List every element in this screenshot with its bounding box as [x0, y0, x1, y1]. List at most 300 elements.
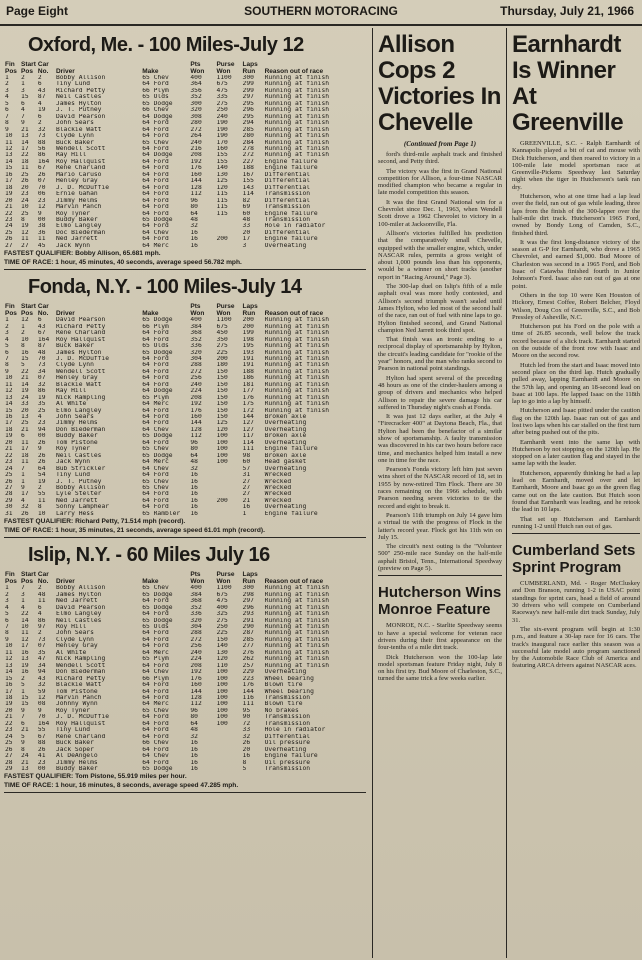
table-cell: 675 [216, 323, 228, 330]
table-cell: Henley Gray [55, 643, 98, 650]
table-cell: 64 Ford [142, 688, 169, 695]
table-cell: 140 [216, 643, 228, 650]
table-cell: Running at finish [264, 394, 330, 401]
table-cell: Lyle Stelter [55, 491, 102, 498]
table-cell: 48 [37, 591, 46, 598]
table-cell: 55 [37, 727, 46, 734]
table-cell: 16 [190, 229, 198, 236]
column-header: Start Pos [21, 303, 36, 318]
table-cell: Running at finish [264, 323, 330, 330]
table-cell: 16 [190, 759, 198, 766]
table-cell: 3 [5, 598, 9, 605]
table-cell: 192 [190, 401, 202, 408]
table-cell: Blackie Watt [55, 126, 102, 133]
table-cell: 150 [216, 394, 228, 401]
table-cell: 59 [37, 688, 46, 695]
table-cell: 155 [216, 152, 228, 159]
table-cell: Jack Soper [55, 746, 94, 753]
table-cell: Ray Hill [55, 388, 87, 395]
table-cell: Running at finish [264, 145, 330, 152]
table-cell: 275 [216, 617, 228, 624]
table-cell: 10 [21, 336, 29, 343]
table-cell: 112 [190, 191, 202, 198]
table-cell: 176 [190, 407, 202, 414]
table-cell: 176 [242, 682, 254, 689]
table-cell: 64 Chev [142, 426, 169, 433]
table-cell: 65 Chev [142, 585, 169, 592]
table-cell: 280 [190, 120, 202, 127]
table-cell: 45 [37, 242, 46, 249]
table-cell: 65 Dodge [142, 617, 173, 624]
table-cell: 14 [21, 139, 29, 146]
table-cell: 22 [5, 452, 13, 459]
table-cell: Overheating [264, 465, 307, 472]
table-cell: Broken axle [264, 414, 307, 421]
column-header: Purse Won [216, 571, 235, 586]
table-cell: 5 [5, 100, 9, 107]
table-cell: 150 [216, 636, 228, 643]
table-cell: 96 [190, 197, 198, 204]
table-cell: 240 [216, 113, 228, 120]
table-cell: 284 [242, 139, 254, 146]
table-cell: 19 [37, 107, 46, 114]
table-row [4, 511, 366, 517]
table-cell: 65 Dodge [142, 604, 173, 611]
table-cell: 1100 [216, 585, 232, 592]
table-cell: Johnny Wynn [55, 701, 98, 708]
table-cell: 100 [216, 675, 228, 682]
table-cell: 190 [216, 133, 228, 140]
table-cell: 275 [216, 100, 228, 107]
table-cell: 1 [21, 323, 25, 330]
table-row [4, 243, 366, 249]
table-cell: 7 [21, 585, 25, 592]
table-cell: Jack Wynn [55, 242, 91, 249]
table-cell: 08 [37, 701, 46, 708]
table-cell: 297 [242, 598, 254, 605]
table-cell: 57 [242, 465, 251, 472]
table-cell: 198 [242, 336, 254, 343]
table-cell: 320 [190, 617, 202, 624]
table-cell: Transmission [264, 191, 311, 198]
table-cell: 16 [242, 504, 251, 511]
table-cell: 4 [21, 497, 25, 504]
table-cell: 43 [37, 87, 46, 94]
table-cell: 116 [242, 694, 254, 701]
table-cell: Running at finish [264, 100, 330, 107]
table-cell: 16 [5, 171, 13, 178]
table-cell: 100 [216, 714, 228, 721]
table-cell: 17 [5, 688, 13, 695]
issue-date: Thursday, July 21, 1966 [500, 4, 634, 18]
table-cell: 64 Chev [142, 753, 169, 760]
table-cell: Richard Petty [55, 323, 106, 330]
table-cell: 191 [242, 355, 254, 362]
table-cell: 48 [242, 216, 251, 223]
table-cell: 1100 [216, 75, 232, 81]
table-cell: Tiny Lund [55, 472, 91, 479]
table-cell: 192 [190, 669, 202, 676]
table-cell: 65 Olds [142, 624, 169, 630]
table-cell: 6 [37, 81, 42, 88]
table-cell: 22 [21, 152, 29, 159]
table-cell: 112 [190, 433, 202, 440]
table-cell: Jimmy Helms [55, 197, 98, 204]
table-cell: 33 [242, 727, 251, 734]
race-block [4, 544, 366, 793]
table-cell: 73 [37, 362, 46, 369]
table-cell: 7 [5, 355, 9, 362]
table-cell: Wrecked [264, 478, 292, 485]
table-cell: 144 [242, 688, 254, 695]
table-cell: 64 Ford [142, 694, 169, 701]
table-cell: 64 Ford [142, 414, 169, 421]
table-cell: 11 [21, 439, 29, 446]
table-cell: 295 [242, 100, 254, 107]
table-cell: 07 [37, 375, 46, 382]
table-cell: 16 [190, 485, 198, 492]
table-cell: Blown tire [264, 701, 303, 708]
table-cell: 160 [216, 145, 228, 152]
table-cell: 19 [5, 701, 13, 708]
table-cell: Richard Petty [55, 675, 106, 682]
table-cell: 60 [242, 459, 251, 466]
table-cell: 675 [216, 81, 228, 88]
table-cell: 65 Olds [142, 94, 169, 101]
table-cell: 17 [21, 145, 29, 152]
table-cell: Transmission [264, 720, 311, 727]
table-cell: 07 [37, 643, 46, 650]
table-cell: 8 [242, 759, 247, 766]
paragraph: Hutcherson, apparently thinking he had a lap lead on Earnhardt, moved over and let Earnhardt, Moore and Isaac go as the green flag came out on the late caution. But Hutch soon found that Earnhardt was leading, and he retook the lead in 10 laps. [512, 469, 640, 514]
table-cell: 216 [190, 145, 202, 152]
table-cell: 17 [5, 178, 13, 185]
table-cell: 22 [21, 368, 29, 375]
table-cell: 224 [190, 388, 202, 395]
paragraph: The circuit's next outing is the "Volunteer 500" 250-mile race Sunday on the half-mile asphalt Bristol, Tenn., International Speedway (preview on Page 5). [378, 543, 502, 573]
table-cell: 64 Ford [142, 126, 169, 133]
table-cell: 27 [242, 478, 251, 485]
table-cell: James Hylton [55, 100, 102, 107]
table-cell: 64 Ford [142, 662, 169, 669]
table-cell: 280 [242, 133, 254, 140]
table-cell: 225 [216, 630, 228, 637]
column-header: Laps Run [242, 303, 258, 318]
table-cell: 272 [190, 368, 202, 375]
table-cell: 86 [37, 617, 46, 624]
table-cell: 18 [5, 184, 13, 191]
column-header: Driver [55, 310, 75, 318]
table-cell: 320 [190, 107, 202, 114]
paragraph: ford's third-mile asphalt track and finished second, and Petty third. [378, 151, 502, 166]
table-cell: Marvin Panch [55, 694, 102, 701]
table-cell: Roy Hallquist [55, 336, 106, 343]
paragraph: The six-event program will begin at 1:30 p.m., and feature a 30-lap race for 16 cars. The track's inaugural race earlier this season was a successful late model auto program sanctioned by the Automobile Race Club of America and featuring ARCA drivers against NASCAR aces. [512, 625, 640, 670]
table-cell: 47 [37, 656, 46, 663]
table-cell: 65 Olds [142, 343, 169, 350]
table-cell: 15 [21, 355, 29, 362]
table-cell: 250 [216, 107, 228, 114]
table-cell: Ned Jarrett [55, 236, 98, 243]
table-cell: 272 [190, 636, 202, 643]
table-cell: 20 [21, 407, 29, 414]
table-cell: 294 [242, 120, 254, 127]
table-cell: 23 [37, 759, 46, 766]
table-cell: 272 [190, 126, 202, 133]
table-cell: 64 Ford [142, 204, 169, 211]
table-cell: 352 [190, 94, 202, 101]
table-cell: 48 [190, 459, 198, 466]
table-cell: Running at finish [264, 94, 330, 101]
table-cell: 15 [5, 675, 13, 682]
column-header: Make [142, 310, 159, 318]
table-cell: 32 [21, 504, 29, 511]
cumberland-headline: Cumberland Sets Sprint Program [512, 542, 636, 577]
table-cell: 60 [242, 210, 251, 217]
middle-column [372, 28, 502, 958]
table-cell: 64 Ford [142, 643, 169, 650]
table-cell: 176 [190, 675, 202, 682]
table-cell: 19 [37, 478, 46, 485]
table-cell: 4 [5, 604, 9, 611]
table-cell: 112 [190, 701, 202, 708]
table-cell: 69 [242, 204, 251, 211]
divider [378, 575, 502, 576]
table-cell: Wendell Scott [55, 662, 106, 669]
table-cell: Overheating [264, 242, 307, 249]
table-cell [215, 243, 241, 249]
table-cell: 272 [242, 152, 254, 159]
table-cell: 19 [21, 388, 29, 395]
column-header: Car No. [37, 571, 49, 586]
table-cell: 11 [21, 459, 29, 466]
table-cell: 11 [21, 165, 29, 172]
table-cell: 17 [21, 491, 29, 498]
table-cell: 65 Plym [142, 394, 169, 401]
table-cell: 23 [37, 420, 46, 427]
table-cell: 64 Chev [142, 465, 169, 472]
column-header: Fin Pos [5, 61, 17, 75]
table-cell: 00 [37, 433, 46, 440]
table-cell: 12 [37, 694, 46, 701]
table-cell: Ned Jarrett [55, 598, 98, 605]
table-cell: 384 [190, 323, 202, 330]
table-cell: Elmo Langley [55, 223, 102, 230]
table-cell: 32 [190, 223, 198, 230]
table-cell: 06 [37, 191, 46, 198]
table-cell: Roy Hill [55, 624, 87, 630]
page-number: Page Eight [6, 4, 69, 18]
table-cell: Nick Rampling [55, 394, 106, 401]
table-cell: 114 [242, 191, 254, 198]
table-cell: 128 [190, 694, 202, 701]
table-cell: 11 [37, 497, 46, 504]
table-cell: 23 [21, 191, 29, 198]
table-cell: 21 [21, 126, 29, 133]
table-cell: 225 [216, 349, 228, 356]
table-cell: 13 [5, 662, 13, 669]
table-cell: 167 [242, 171, 254, 178]
table-cell: 66 Chev [142, 740, 169, 747]
table-cell: 27 [21, 242, 29, 249]
table-cell: 192 [190, 158, 202, 165]
table-cell: 26 [37, 459, 46, 466]
table-cell: 300 [242, 585, 254, 592]
table-cell: Running at finish [264, 362, 330, 369]
table-cell: 6 [37, 604, 42, 611]
table-cell: James Hylton [55, 349, 102, 356]
table-cell: 110 [216, 662, 228, 669]
table-cell: 23 [5, 727, 13, 734]
table-cell: Running at finish [264, 87, 330, 94]
table-cell: 11 [21, 236, 29, 243]
table-cell: 24 [5, 223, 13, 230]
table-cell: 6 [37, 113, 42, 120]
table-cell: Running at finish [264, 611, 330, 618]
continued-note: (Continued from Page 1) [403, 140, 477, 148]
table-cell: 2 [21, 675, 25, 682]
table-cell: 223 [242, 675, 254, 682]
table-cell: 67 [37, 330, 46, 337]
table-cell: 64 Ford [142, 472, 169, 479]
table-cell: 12 [5, 388, 13, 395]
table-cell: 64 Ford [142, 178, 169, 185]
paragraph: Hutcherson and Isaac pitted under the caution flag on the 120th lap. Isaac ran out of gas and lost two laps when his car stalled on the first turn after being pushed out of the pits. [512, 407, 640, 437]
table-cell: 336 [190, 611, 202, 618]
table-cell: John Sears [55, 120, 94, 127]
table-cell: 5 [21, 733, 25, 740]
table-cell: 8 [5, 630, 9, 637]
table-cell: 1 [21, 688, 25, 695]
table-cell: 82 [242, 197, 251, 204]
table-cell: 36 [37, 229, 46, 236]
table-cell: 1 [21, 598, 25, 605]
table-cell: 127 [242, 420, 254, 427]
table-cell: 9 [5, 368, 9, 375]
table-cell: 6 [5, 349, 9, 356]
table-cell: Overheating [264, 420, 307, 427]
paragraph: GREENVILLE, S.C. - Ralph Earnhardt of Kannapolis played a bit of cat and mouse with Dick Hutcherson, and then roared to victory in a 100-mile late model sportsman race at Greenville-Pickens Speedway last Saturday night when the tiger in Hutcherson's tank ran dry. [512, 140, 640, 191]
column-header: Laps Run [242, 571, 258, 586]
table-cell: 675 [216, 591, 228, 598]
table-cell: 80 [190, 204, 198, 211]
table-cell: Transmission [264, 765, 311, 772]
table-cell: 14 [21, 617, 29, 624]
table-cell: John Sears [55, 630, 94, 637]
table-cell: 64 Ford [142, 714, 169, 721]
table-cell: 48 [190, 216, 198, 223]
table-cell: 38 [37, 223, 46, 230]
table-cell: 4 [5, 336, 9, 343]
table-cell: 11 [5, 649, 13, 656]
table-cell: 21 [5, 446, 13, 453]
table-cell: 208 [190, 394, 202, 401]
table-cell: Bobby Allison [55, 75, 106, 81]
paragraph: It was the first long-distance victory of the season at G-P for Earnhardt, who drove a 1965 Chevrolet, and earned $1,000. Bud Moore of Charleston was second in a 1965 Ford, and Bob Isaac of Catawba finished fourth in Junior Johnson's Ford. Isaac also ran out of gas at one point. [512, 238, 640, 290]
table-cell: 298 [242, 591, 254, 598]
table-cell: 17 [242, 236, 251, 243]
table-cell: 95 [242, 707, 251, 714]
table-cell: 400 [190, 585, 202, 592]
table-cell: 26 [5, 478, 13, 485]
table-cell: 100 [216, 707, 228, 714]
table-cell: Don Biederman [55, 426, 106, 433]
table-cell: 8 [21, 746, 25, 753]
table-cell: 31 [242, 472, 251, 479]
table-cell: 8 [37, 504, 42, 511]
table-cell: 87 [37, 94, 46, 101]
table-cell: 16 [190, 242, 198, 249]
table-cell: 150 [216, 375, 228, 382]
table-cell: Buddy Baker [55, 433, 98, 440]
divider [512, 533, 640, 534]
table-cell: Wrecked [264, 497, 292, 504]
table-cell: 100 [216, 688, 228, 695]
table-cell: 299 [242, 81, 254, 88]
table-cell: 2 [37, 585, 42, 592]
table-cell: 304 [190, 355, 202, 362]
table-cell: 150 [216, 388, 228, 395]
table-cell: 31 [5, 510, 13, 517]
table-cell: 160 [190, 171, 202, 178]
table-cell: 10 [5, 375, 13, 382]
column-header: Make [142, 68, 159, 75]
table-cell: Running at finish [264, 126, 330, 133]
table-cell: 65 Chev [142, 707, 169, 714]
table-cell: 227 [242, 158, 254, 165]
column-header: Laps Run [242, 61, 258, 75]
table-cell: 256 [190, 643, 202, 650]
column-header: Pts Won [190, 571, 205, 586]
table-cell: Buddy Baker [55, 765, 98, 772]
table-cell: 240 [190, 649, 202, 656]
table-cell: Bobby Allison [55, 485, 106, 492]
table-cell: 64 [190, 452, 198, 459]
earnhardt-headline: Earnhardt Is Winner At Greenville [512, 31, 624, 136]
paragraph: Hylton had spent several of the preceding 48 hours as one of the cinder-haulers among a group of drivers and mechanics who helped Allison to repair the severe damage his car suffered in Thursday night's crash at Fonda. [378, 374, 502, 411]
table-cell: 3 [5, 330, 9, 337]
table-cell: 2 [21, 330, 25, 337]
table-cell: Overheating [264, 439, 307, 446]
table-cell: 18 [5, 694, 13, 701]
table-cell: 200 [242, 323, 254, 330]
table-cell: 12 [21, 229, 29, 236]
table-cell: 64 Ford [142, 759, 169, 766]
table-cell: 144 [190, 178, 202, 185]
table-cell: 73 [37, 133, 46, 140]
table-cell: 224 [190, 656, 202, 663]
table-cell: 296 [242, 107, 254, 114]
table-cell: 97 [37, 624, 46, 630]
table-cell: Running at finish [264, 120, 330, 127]
table-cell: 13 [21, 765, 29, 772]
table-cell: 6 [21, 100, 25, 107]
table-cell: Wrecked [264, 485, 292, 492]
table-cell: 140 [216, 165, 228, 172]
table-cell: 120 [216, 184, 228, 191]
table-cell: 11 [37, 598, 46, 605]
column-header: Reason out of race [264, 68, 324, 75]
table-cell: Marvin Panch [55, 204, 102, 211]
table-cell: 32 [37, 381, 46, 388]
table-cell: 19 [37, 394, 46, 401]
table-cell: Blackie Watt [55, 682, 102, 689]
table-cell: 6 [5, 617, 9, 624]
paragraph: Hutch led from the start and Isaac moved into second place on the third lap. Hutch gradually pulled away, lapping Earnhardt and Moore on the 57th lap, and opening an 18-second lead on Isaac at 100 laps. He lapped Isaac on the 118th lap to go into a lap by himself. [512, 361, 640, 406]
table-cell: 100 [216, 452, 228, 459]
table-cell: 13 [21, 656, 29, 663]
table-cell: Running at finish [264, 139, 330, 146]
